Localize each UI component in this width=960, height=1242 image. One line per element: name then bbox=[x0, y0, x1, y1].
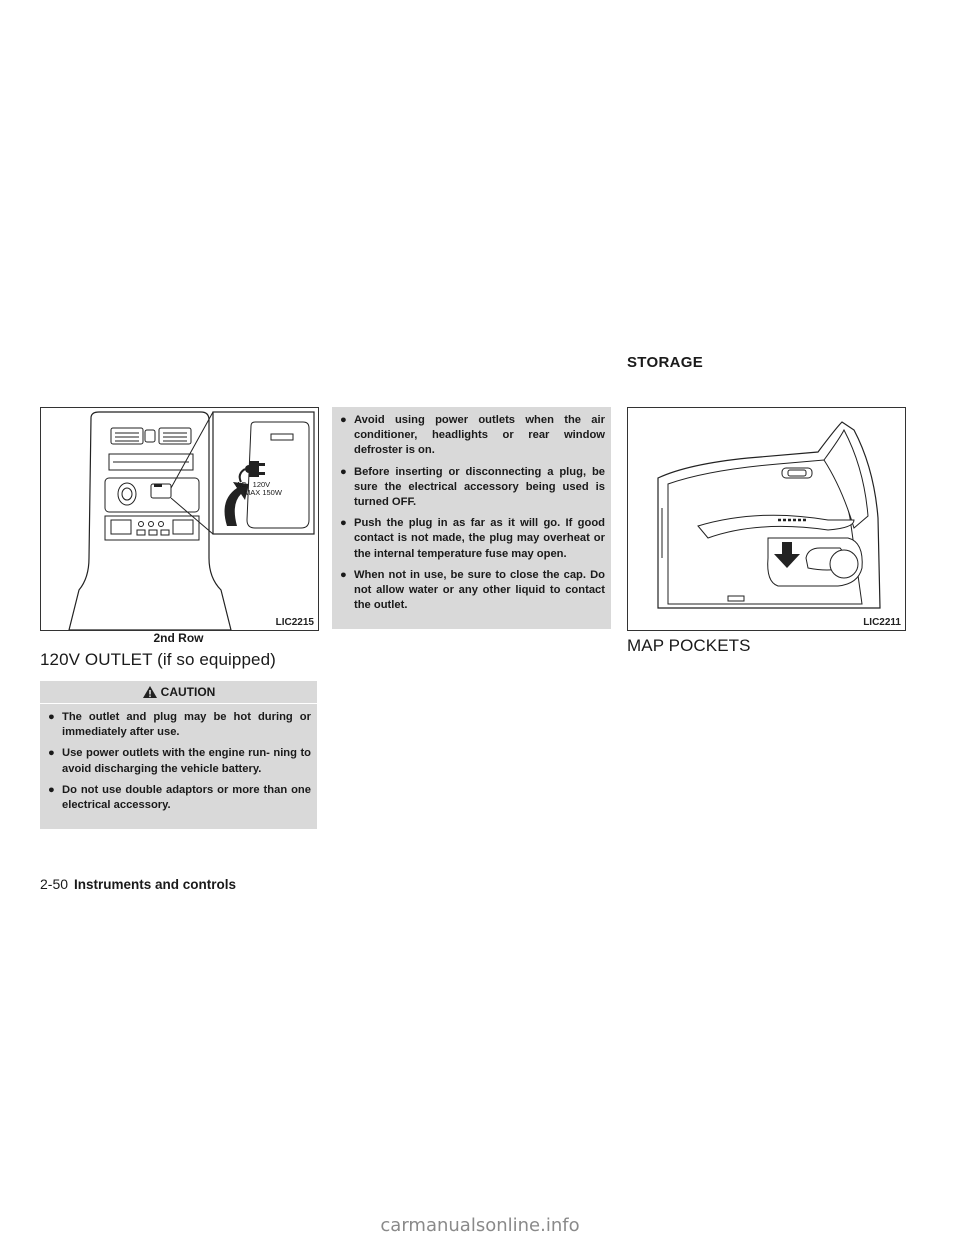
list-item: ● The outlet and plug may be hot during or immediately after use. bbox=[48, 711, 311, 739]
list-item: ● Do not use double adaptors or more than one electrical accessory. bbox=[48, 783, 311, 812]
list-item: ● Avoid using power outlets when the air conditioner, headlights or rear window defroster is on. bbox=[340, 414, 605, 457]
figure-door-map-pocket bbox=[627, 407, 906, 631]
bullet-icon: ● bbox=[48, 747, 55, 760]
list-item: ● Push the plug in as far as it will go. If good contact is not made, the plug may overheat or the internal temperature fuse may open. bbox=[340, 517, 605, 560]
page-footer bbox=[40, 876, 236, 892]
figure-code: LIC2211 bbox=[863, 617, 901, 628]
list-item: ● When not in use, be sure to close the cap. Do not allow water or any other liquid to contact the outlet. bbox=[340, 568, 605, 612]
caution-list-left bbox=[40, 704, 317, 819]
figure-caption: 2nd Row bbox=[153, 631, 204, 645]
rear-console-illustration bbox=[41, 408, 318, 630]
storage-heading: STORAGE bbox=[627, 354, 704, 371]
page-number: 2-50 bbox=[40, 876, 69, 892]
door-panel-illustration bbox=[628, 408, 905, 630]
bullet-icon: ● bbox=[48, 783, 55, 796]
footer-section-name: Instruments and controls bbox=[74, 877, 237, 892]
warning-triangle-icon bbox=[142, 685, 158, 699]
outlet-label-ac: AC 120V bbox=[236, 480, 271, 489]
bullet-icon: ● bbox=[340, 517, 347, 530]
figure-code: LIC2215 bbox=[275, 617, 314, 628]
caution-list-middle bbox=[332, 407, 611, 619]
list-item: ● Before inserting or disconnecting a plug, be sure the electrical accessory being used is turned OFF. bbox=[340, 465, 605, 509]
bullet-icon: ● bbox=[340, 414, 347, 426]
figure-rear-console-outlet bbox=[40, 407, 319, 631]
watermark: carmanualsonline.info bbox=[380, 1215, 580, 1236]
caution-header bbox=[40, 681, 317, 704]
list-item: ● Use power outlets with the engine run- ning to avoid discharging the vehicle battery. bbox=[48, 747, 311, 775]
section-title-map-pockets: MAP POCKETS bbox=[627, 636, 751, 655]
section-title-120v-outlet: 120V OUTLET (if so equipped) bbox=[40, 650, 276, 669]
caution-box-middle bbox=[332, 407, 611, 629]
outlet-label-max: MAX 150W bbox=[244, 488, 282, 497]
caution-box-left bbox=[40, 681, 317, 829]
caution-title: CAUTION bbox=[160, 685, 216, 699]
bullet-icon: ● bbox=[340, 568, 347, 581]
bullet-icon: ● bbox=[48, 711, 55, 723]
bullet-icon: ● bbox=[340, 465, 347, 478]
